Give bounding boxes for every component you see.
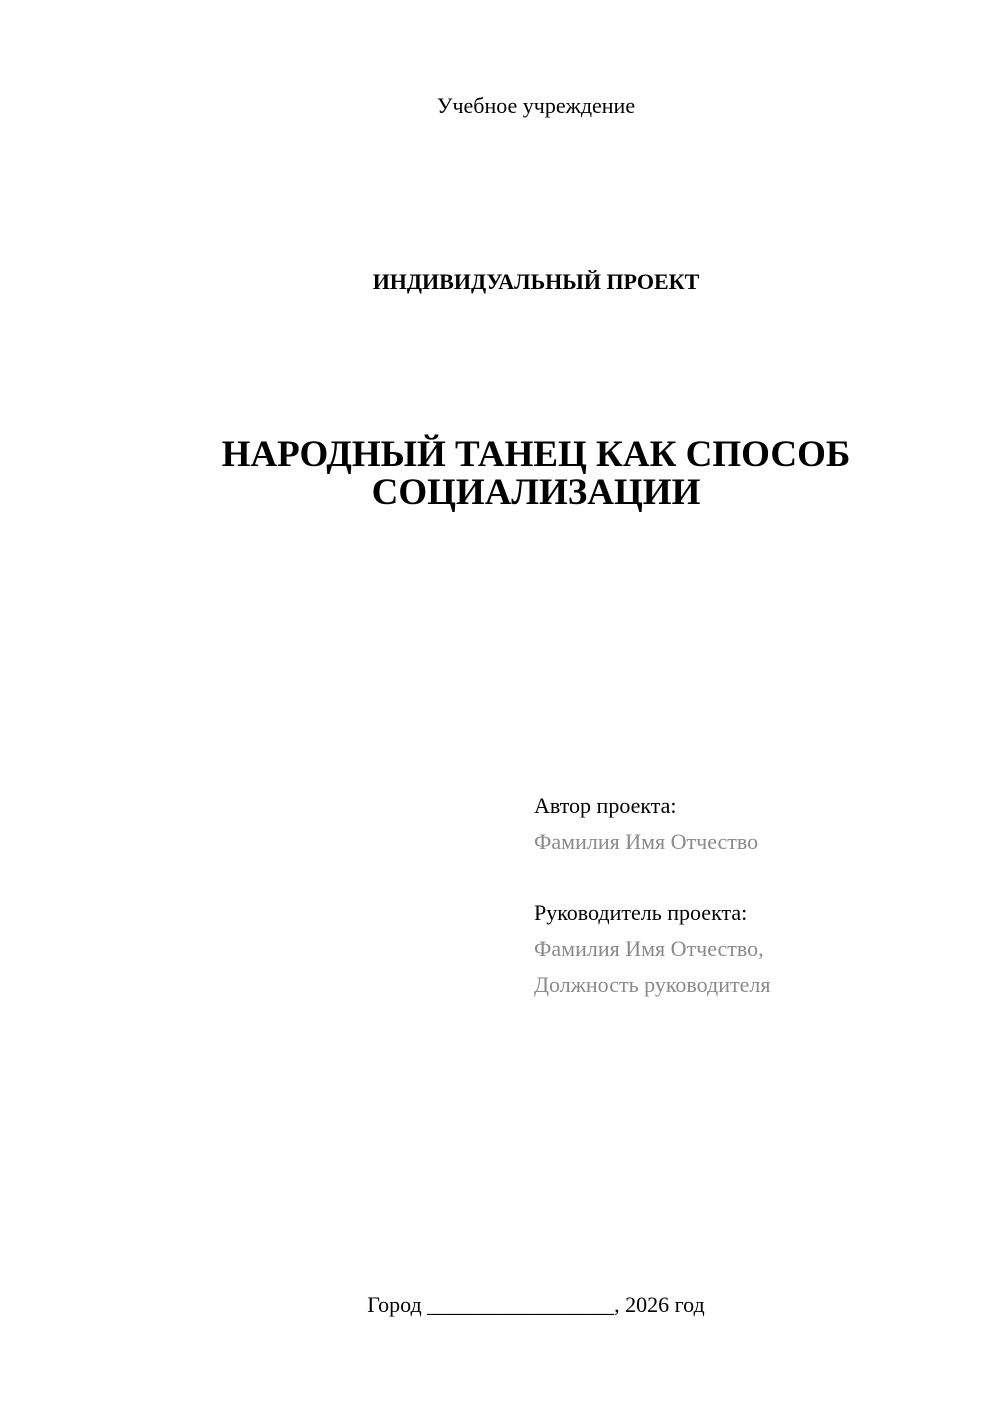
credits-spacer [534,860,974,895]
supervisor-position: Должность руководителя [534,972,771,997]
supervisor-name: Фамилия Имя Отчество, [534,936,764,961]
city-year-footer: Город _________________, 2026 год [367,1292,705,1317]
institution-name: Учебное учреждение [436,93,636,118]
project-title-line-1: НАРОДНЫЙ ТАНЕЦ КАК СПОСОБ [221,434,851,475]
supervisor-label: Руководитель проекта: [534,900,748,925]
author-label: Автор проекта: [534,793,677,818]
project-title-line-2: СОЦИАЛИЗАЦИИ [371,472,701,513]
author-name: Фамилия Имя Отчество [534,829,759,854]
project-title [160,436,912,512]
credits-block [534,788,974,1003]
project-type-heading: ИНДИВИДУАЛЬНЫЙ ПРОЕКТ [372,269,700,294]
